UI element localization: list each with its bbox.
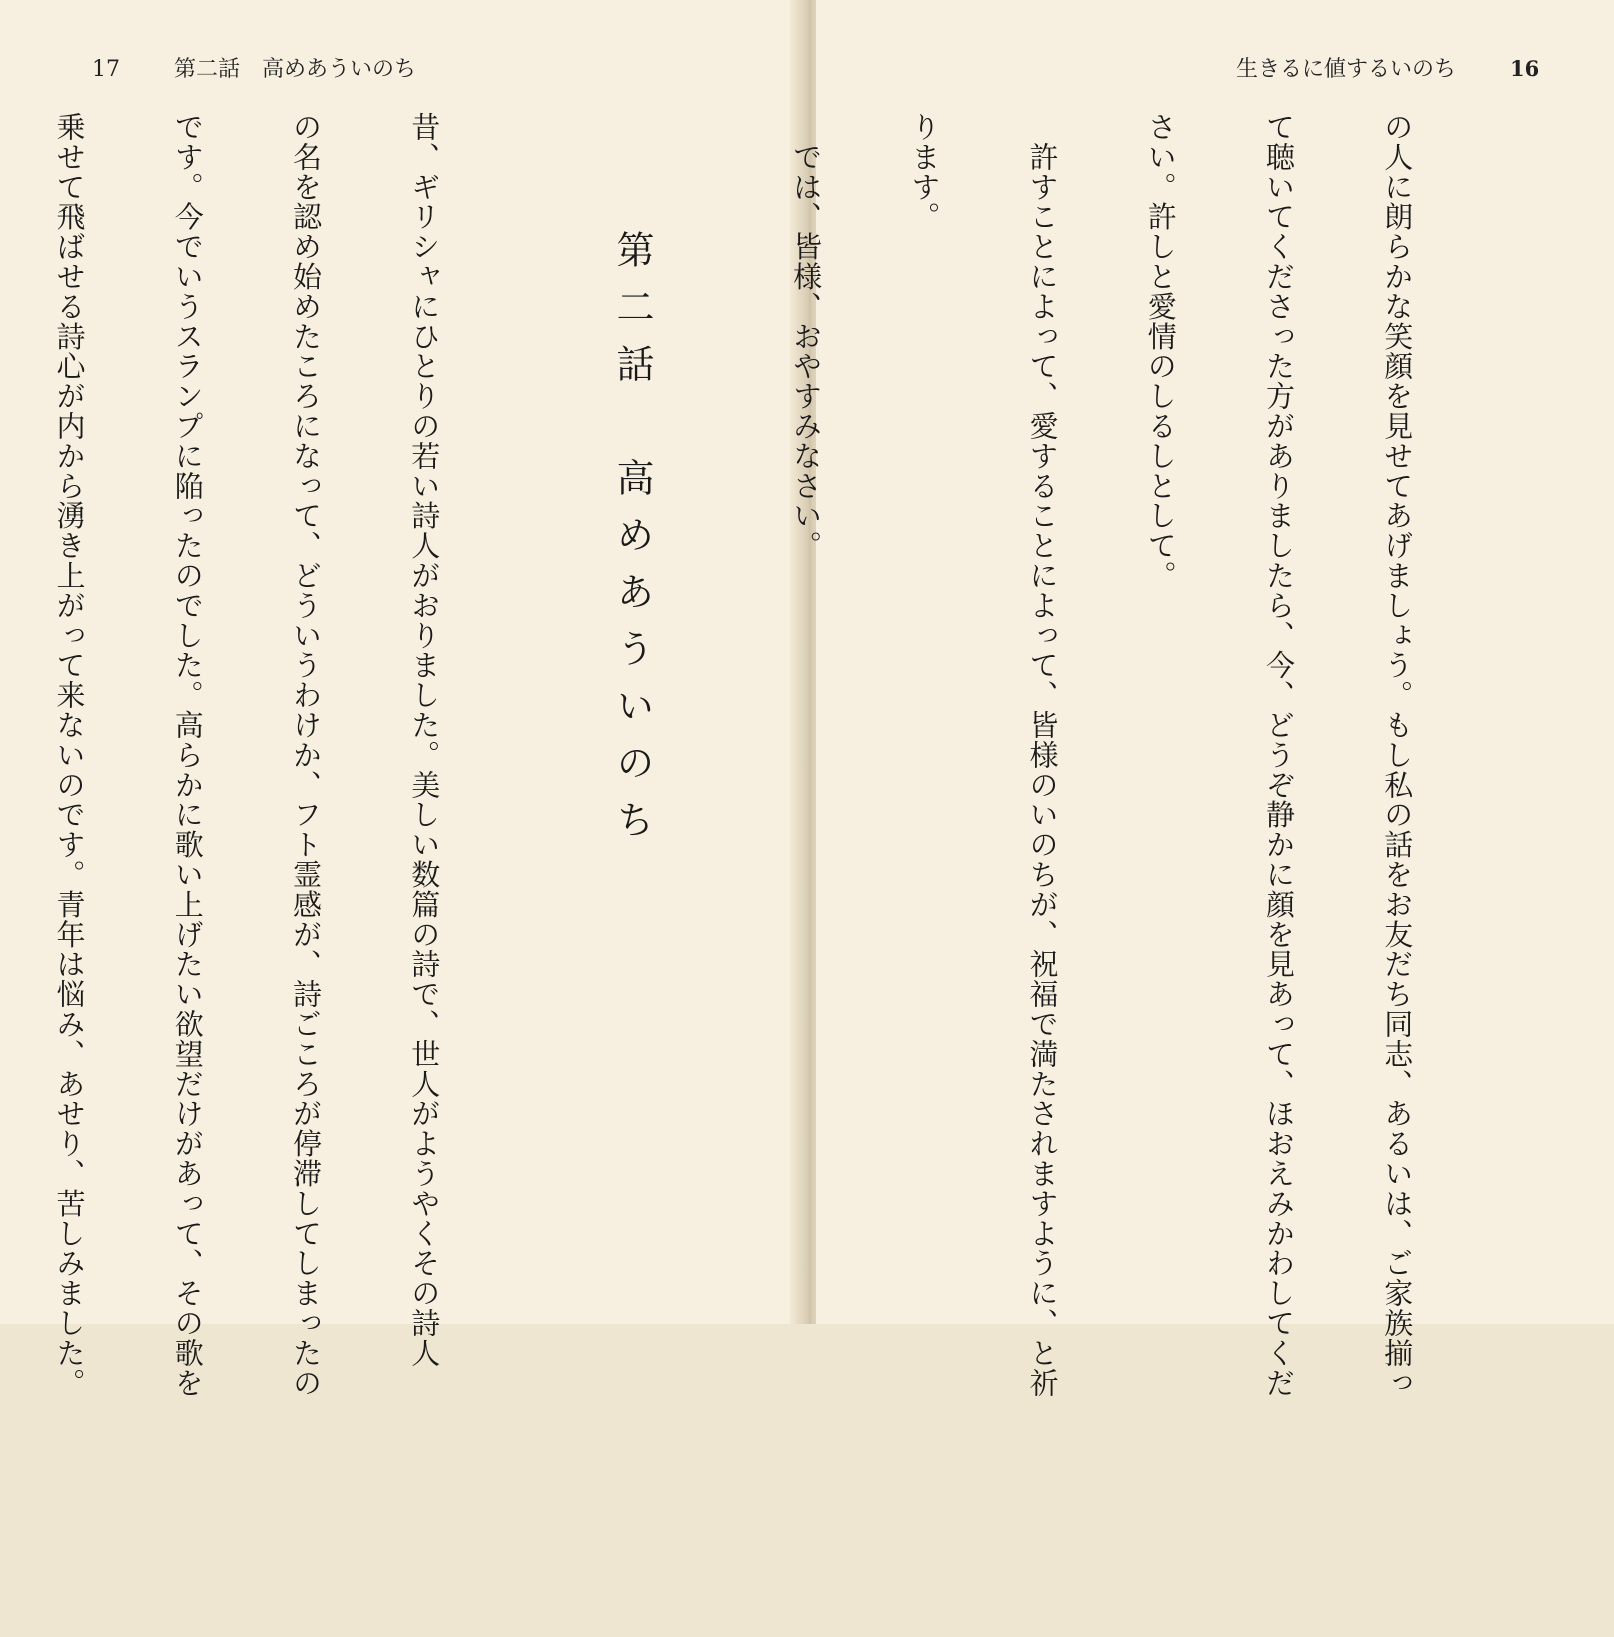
chapter-title: 第二話 高めあういのち	[610, 230, 654, 857]
right-page-number: 16	[1510, 56, 1540, 81]
left-page	[0, 0, 804, 1398]
left-line: の名を認め始めたころになって、どういうわけか、フト霊感が、詩ごころが停滞してしまったの	[288, 112, 323, 1398]
left-body-text	[52, 112, 522, 1398]
right-page-header	[1236, 52, 1539, 83]
right-line: て聴いてくださった方がありましたら、今、どうぞ静かに顔を見あって、ほおえみかわしてくだ	[1261, 112, 1296, 1398]
left-page-header	[92, 52, 416, 83]
right-running-header: 生きるに値するいのち	[1236, 57, 1457, 82]
right-line: の人に朗らかな笑顔を見せてあげましょう。もし私の話をお友だち同志、あるいは、ご家族揃っ	[1380, 112, 1415, 1398]
left-line: です。今でいうスランプに陥ったのでした。高らかに歌い上げたい欲望だけがあって、その歌を	[170, 112, 205, 1398]
left-line: 乗せて飛ばせる詩心が内から湧き上がって来ないのです。青年は悩み、あせり、苦しみました。	[52, 112, 87, 1398]
left-page-number: 17	[92, 57, 120, 82]
left-running-header: 第二話 高めあういのち	[174, 57, 417, 82]
right-line: では、皆様、おやすみなさい。	[789, 112, 824, 561]
right-body-text	[789, 112, 1495, 1398]
right-line: 許すことによって、愛することによって、皆様のいのちが、祝福で満たされますように、と祈	[1025, 112, 1060, 1398]
right-line: さい。許しと愛情のしるしとして。	[1143, 112, 1178, 591]
right-line: ります。	[907, 112, 942, 232]
left-line: 昔、ギリシャにひとりの若い詩人がおりました。美しい数篇の詩で、世人がようやくその詩人	[407, 112, 442, 1368]
